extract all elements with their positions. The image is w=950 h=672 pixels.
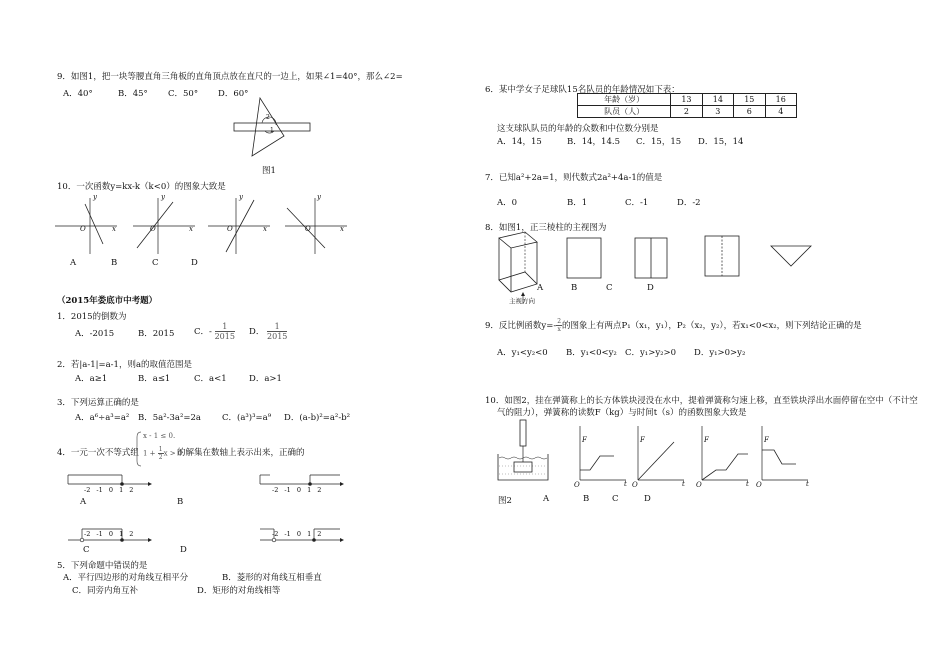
nld-t2: 0 — [296, 530, 301, 538]
q8-letter-a: A — [537, 283, 544, 293]
q1-option-a: A．-2015 — [75, 329, 115, 339]
q10-b-x: x — [189, 225, 193, 233]
q10r-a-O: O — [574, 481, 580, 489]
figure-1-caption: 图1 — [262, 166, 276, 176]
age-table-cell: 15 — [734, 94, 765, 106]
q5-option-d: D．矩形的对角线相等 — [197, 586, 281, 596]
q10r-b-F: F — [640, 436, 645, 444]
q2-option-b: B．a≤1 — [138, 374, 171, 384]
age-table-cell: 队员（人） — [578, 106, 671, 118]
q8-view-d — [771, 246, 811, 266]
q7-stem: 7．已知a²+2a=1，则代数式2a²+4a-1的值是 — [485, 173, 663, 183]
q4-system-brace — [136, 431, 142, 467]
q10-letter-d: D — [191, 258, 198, 268]
numberline-d-ticks — [272, 530, 321, 538]
q1-option-c — [194, 322, 235, 341]
q10r-c-O: O — [696, 481, 702, 489]
q6-option-a: A．14，15 — [497, 137, 542, 147]
nlc-t2: 0 — [108, 530, 113, 538]
q9-left-stem: 9．如图1，把一块等腰直角三角板的直角顶点放在直尺的一边上，如果∠1=40°，那么∠2= — [57, 72, 403, 82]
nlb-t1: -1 — [284, 486, 291, 494]
q7-option-c: C．-1 — [625, 198, 649, 208]
q4-stem-pre: 4．一元一次不等式组 — [57, 448, 139, 458]
q2-option-c: C．a<1 — [194, 374, 227, 384]
q9-right-stem — [485, 318, 862, 333]
q4-stem-post: 的解集在数轴上表示出来，正确的 — [177, 448, 305, 458]
q10-b-o: O — [150, 225, 156, 233]
q10-c-x: x — [263, 225, 267, 233]
age-table-cell: 年龄（岁） — [578, 94, 671, 106]
q7-option-b: B．1 — [567, 198, 588, 208]
nld-t0: -2 — [272, 530, 279, 538]
q10-c-y: y — [239, 193, 243, 201]
q10-a-x: x — [112, 225, 116, 233]
q9-left-option-a: A．40° — [63, 89, 93, 99]
q4-sys-line2-tail: x > 0 — [163, 449, 183, 458]
q10r-b-t: t — [682, 480, 685, 488]
q2-stem: 2．若|a-1|=a-1，则a的取值范围是 — [57, 360, 193, 370]
nlc-t3: 1 — [119, 530, 124, 538]
q10-right-graph-c — [702, 426, 748, 480]
figure-2-caption: 图2 — [498, 496, 512, 506]
q2-option-a: A．a≥1 — [75, 374, 108, 384]
q4-sys-frac-den: 2 — [158, 454, 163, 461]
q10-b-y: y — [161, 193, 165, 201]
q4-sys-frac-num: 1 — [158, 446, 163, 453]
age-table-cell: 16 — [765, 94, 797, 106]
age-table — [577, 93, 797, 118]
q8-letter-d: D — [647, 283, 654, 293]
q10-letter-c: C — [152, 258, 159, 268]
q10-right-stem-2: 气的阻力），弹簧称的读数F（kg）与时间t（s）的函数图象大致是 — [497, 408, 747, 418]
q8-stem: 8．如图1，正三棱柱的主视图为 — [485, 223, 607, 233]
q10r-letter-b: B — [583, 494, 590, 504]
age-table-row — [578, 106, 797, 118]
q5-option-c: C．同旁内角互补 — [72, 586, 139, 596]
spring-scale-figure — [498, 420, 548, 480]
q9-right-frac-num: 2 — [557, 318, 562, 325]
q8-view-a — [567, 238, 601, 278]
q10-c-o: O — [227, 225, 233, 233]
q1-d-num: 1 — [267, 322, 287, 332]
q4-letter-c: C — [83, 545, 90, 555]
q10-d-o: O — [305, 225, 311, 233]
q9-right-frac-den: x — [557, 326, 561, 333]
age-table-cell: 2 — [671, 106, 702, 118]
q6-stem: 6．某中学女子足球队15名队员的年龄情况如下表： — [485, 85, 680, 95]
q10-letter-b: B — [111, 258, 118, 268]
q9-right-option-c: C．y₁>y₂>0 — [625, 348, 677, 358]
q4-letter-a: A — [80, 497, 87, 507]
q5-stem: 5．下列命题中错误的是 — [57, 561, 148, 571]
q10-right-stem-1: 10．如图2，挂在弹簧称上的长方体铁块浸没在水中，提着弹簧称匀速上移，直至铁块浮出水面停留在空中（不计空 — [485, 396, 918, 406]
q9-left-option-c: C．50° — [168, 89, 199, 99]
q9-right-stem-pre: 9．反比例函数y=- — [485, 321, 557, 331]
q10-graph-c — [208, 198, 270, 254]
q5-option-a: A．平行四边形的对角线互相平分 — [63, 573, 189, 583]
age-table-cell: 13 — [671, 94, 702, 106]
q10-letter-a: A — [70, 258, 77, 268]
q8-view-b — [635, 238, 667, 278]
q10-right-figures — [490, 420, 790, 490]
q10r-b-O: O — [632, 481, 638, 489]
q3-stem: 3．下列运算正确的是 — [57, 398, 139, 408]
q3-option-b: B．5a²-3a²=2a — [138, 413, 201, 423]
q8-figures — [495, 232, 855, 312]
q9-right-option-d: D．y₁>0>y₂ — [694, 348, 746, 358]
figure-1-label-1: 1 — [270, 127, 274, 134]
q8-letter-b: B — [571, 283, 578, 293]
q1-option-c-prefix: C．- — [194, 327, 212, 337]
numberline-a-ticks — [84, 486, 133, 494]
q9-right-stem-post: 的图象上有两点P₁（x₁，y₁），P₂（x₂，y₂），若x₁<0<x₂，则下列结论正确的是 — [562, 321, 862, 331]
q4-letter-b: B — [177, 497, 184, 507]
nlb-t3: 1 — [307, 486, 312, 494]
q1-option-d — [249, 322, 287, 341]
q10-right-graph-a — [580, 426, 626, 480]
q7-option-a: A．0 — [497, 198, 518, 208]
q2-option-d: D．a>1 — [249, 374, 282, 384]
q7-option-d: D．-2 — [677, 198, 701, 208]
age-table-cell: 4 — [765, 106, 797, 118]
q9-left-option-d: D．60° — [218, 89, 249, 99]
q6-option-c: C．15，15 — [636, 137, 682, 147]
q1-c-num: 1 — [215, 322, 235, 332]
nlc-t0: -2 — [84, 530, 91, 538]
q1-stem: 1．2015的倒数为 — [57, 312, 127, 322]
nla-t0: -2 — [84, 486, 91, 494]
numberline-b-ticks — [272, 486, 321, 494]
nld-t3: 1 — [307, 530, 312, 538]
q5-option-b: B．菱形的对角线互相垂直 — [222, 573, 322, 583]
nld-t4: 2 — [317, 530, 322, 538]
q1-c-den: 2015 — [214, 332, 235, 341]
q10-a-y: y — [93, 193, 97, 201]
q10r-d-F: F — [764, 436, 769, 444]
q10-graph-d — [285, 198, 347, 254]
q10r-a-F: F — [582, 436, 587, 444]
q4-sys-line2-head: 1 + — [143, 449, 158, 458]
q10r-c-F: F — [704, 436, 709, 444]
nla-t3: 1 — [119, 486, 124, 494]
nlc-t4: 2 — [129, 530, 134, 538]
q8-view-c — [705, 236, 739, 276]
q10r-letter-d: D — [644, 494, 651, 504]
q10-right-graph-b — [638, 426, 684, 480]
q10r-c-t: t — [746, 480, 749, 488]
q10r-letter-a: A — [543, 494, 550, 504]
q3-option-a: A．a⁶÷a³=a² — [75, 413, 130, 423]
nlb-t2: 0 — [296, 486, 301, 494]
q8-letter-c: C — [606, 283, 613, 293]
q6-option-b: B．14，14.5 — [567, 137, 620, 147]
q10-left-stem: 10．一次函数y=kx-k（k<0）的图象大致是 — [57, 182, 226, 192]
nlc-t1: -1 — [96, 530, 103, 538]
nla-t2: 0 — [108, 486, 113, 494]
q4-letter-d: D — [180, 545, 187, 555]
q9-left-option-b: B．45° — [118, 89, 148, 99]
numberline-b — [260, 475, 344, 486]
q3-option-d: D．(a-b)²=a²-b² — [284, 413, 351, 423]
nld-t1: -1 — [284, 530, 291, 538]
q10-graph-a — [55, 198, 117, 254]
q6-option-d: D．15，14 — [698, 137, 744, 147]
q10r-d-O: O — [756, 481, 762, 489]
q4-sys-line1: x - 1 ≤ 0. — [143, 432, 176, 440]
triangular-prism — [499, 232, 537, 304]
q10-d-y: y — [317, 193, 321, 201]
q10r-a-t: t — [624, 480, 627, 488]
nlb-t4: 2 — [317, 486, 322, 494]
q10-right-graph-d — [762, 426, 808, 480]
figure-1-label-2: 2 — [266, 114, 270, 121]
q9-right-option-b: B．y₁<0<y₂ — [566, 348, 617, 358]
age-table-cell: 3 — [702, 106, 733, 118]
numberline-c-ticks — [84, 530, 133, 538]
q1-option-b: B．2015 — [138, 329, 175, 339]
numberline-a — [68, 475, 152, 486]
nla-t4: 2 — [129, 486, 134, 494]
q1-option-c-frac — [215, 322, 235, 341]
age-table-row — [578, 94, 797, 106]
q10-d-x: x — [340, 225, 344, 233]
q1-option-d-frac — [267, 322, 287, 341]
q6-substem: 这支球队队员的年龄的众数和中位数分别是 — [497, 124, 659, 134]
q10-a-o: O — [80, 225, 86, 233]
q10-graph-b — [133, 198, 195, 254]
q10r-d-t: t — [806, 480, 809, 488]
q1-d-den: 2015 — [267, 332, 288, 341]
age-table-cell: 14 — [702, 94, 733, 106]
section-title: （2015年娄底市中考题） — [57, 296, 158, 306]
q3-option-c: C．(a³)³=a⁹ — [222, 413, 272, 423]
q10r-letter-c: C — [612, 494, 619, 504]
nla-t1: -1 — [96, 486, 103, 494]
nlb-t0: -2 — [272, 486, 279, 494]
q8-view-label: 主视方向 — [509, 297, 535, 305]
q9-right-option-a: A．y₁<y₂<0 — [497, 348, 548, 358]
q1-option-d-prefix: D． — [249, 327, 265, 337]
age-table-cell: 6 — [734, 106, 765, 118]
